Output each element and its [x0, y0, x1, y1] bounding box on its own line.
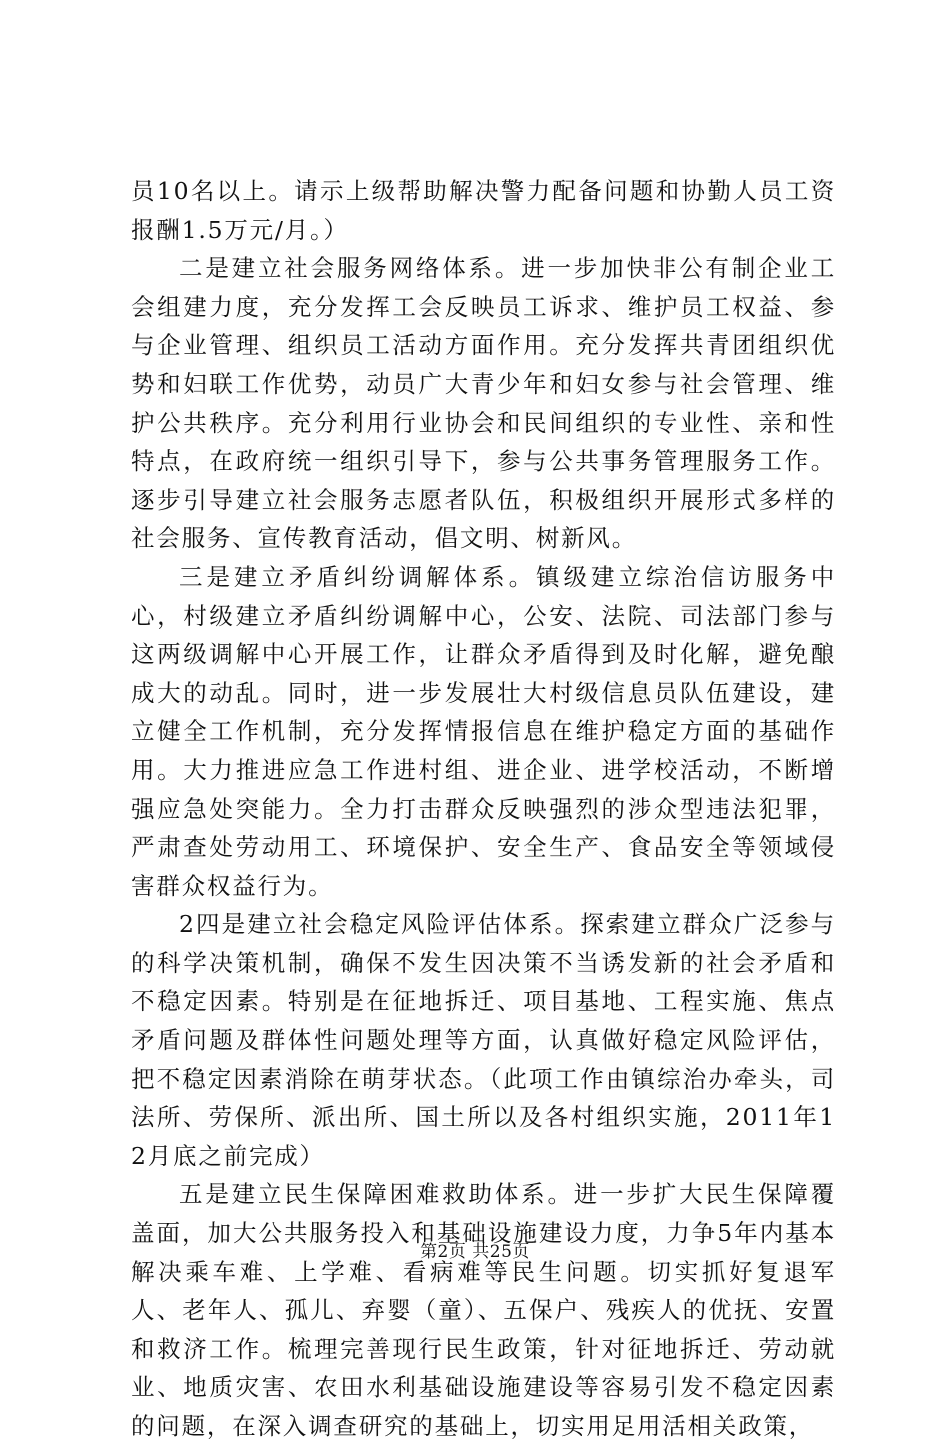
paragraph-social-service-network: 二是建立社会服务网络体系。进一步加快非公有制企业工会组建力度，充分发挥工会反映员工诉求、维护员工权益、参与企业管理、组织员工活动方面作用。充分发挥共青团组织优势和妇联工作优势，动员广大青少年和妇女参与社会管理、维护公共秩序。充分利用行业协会和民间组织的专业性、亲和性特点，在政府统一组织引导下，参与公共事务管理服务工作。逐步引导建立社会服务志愿者队伍，积极组织开展形式多样的社会服务、宣传教育活动，倡文明、树新风。: [131, 254, 836, 553]
paragraph-livelihood-assistance: 五是建立民生保障困难救助体系。进一步扩大民生保障覆盖面，加大公共服务投入和基础设施建设力度，力争5年内基本解决乘车难、上学难、看病难等民生问题。切实抓好复退军人、老年人、孤儿、弃婴（童）、五保户、残疾人的优抚、安置和救济工作。梳理完善现行民生政策，针对征地拆迁、劳动就业、地质灾害、农田水利基础设施建设等容易引发不稳定因素的问题，在深入调查研究的基础上，切实用足用活相关政策，: [131, 1180, 836, 1440]
paragraph-risk-assessment: 2四是建立社会稳定风险评估体系。探索建立群众广泛参与的科学决策机制，确保不发生因决策不当诱发新的社会矛盾和不稳定因素。特别是在征地拆迁、项目基地、工程实施、焦点矛盾问题及群体性问题处理等方面，认真做好稳定风险评估，把不稳定因素消除在萌芽状态。（此项工作由镇综治办牵头，司法所、劳保所、派出所、国土所以及各村组织实施，2011年12月底之前完成）: [131, 910, 836, 1170]
paragraph-continuation: 员10名以上。请示上级帮助解决警力配备问题和协勤人员工资报酬1.5万元/月。）: [131, 177, 836, 244]
page-footer: 第2页 共25页: [420, 1242, 530, 1262]
paragraph-dispute-mediation: 三是建立矛盾纠纷调解体系。镇级建立综治信访服务中心，村级建立矛盾纠纷调解中心，公安、法院、司法部门参与这两级调解中心开展工作，让群众矛盾得到及时化解，避免酿成大的动乱。同时，进一步发展壮大村级信息员队伍建设，建立健全工作机制，充分发挥情报信息在维护稳定方面的基础作用。大力推进应急工作进村组、进企业、进学校活动，不断增强应急处突能力。全力打击群众反映强烈的涉众型违法犯罪，严肃查处劳动用工、环境保护、安全生产、食品安全等领域侵害群众权益行为。: [131, 562, 836, 900]
